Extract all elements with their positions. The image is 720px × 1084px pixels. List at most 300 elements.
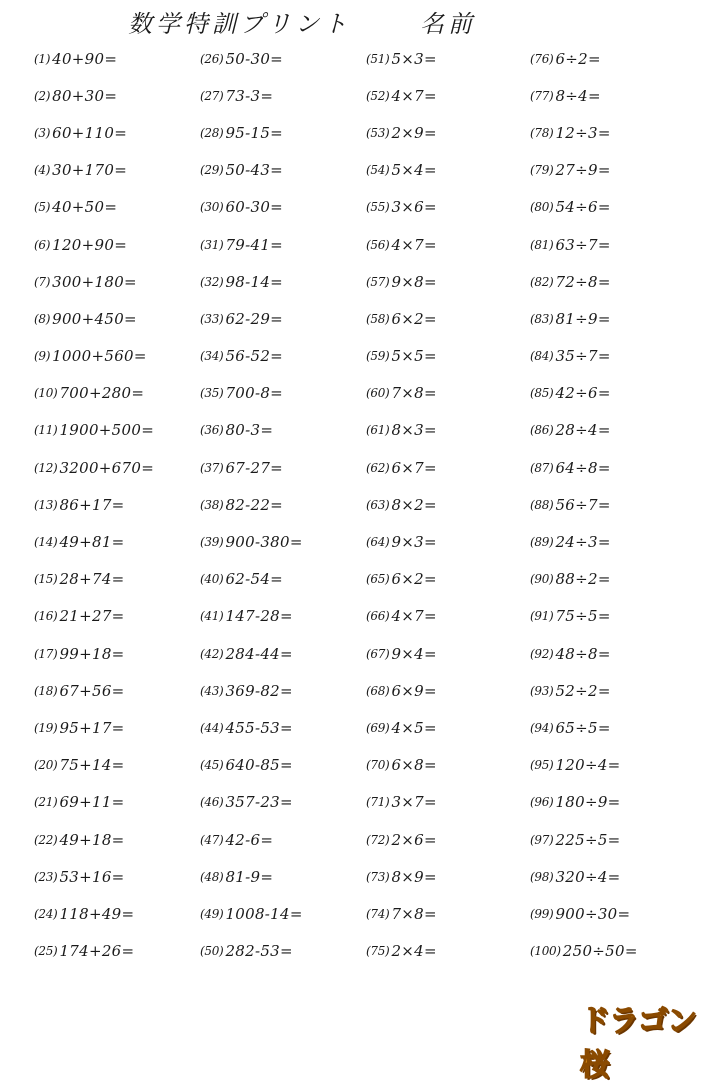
problem-number: (78) [530, 125, 554, 140]
problem-expression: 1000+560= [52, 347, 147, 366]
problem-item [530, 895, 694, 932]
problem-expression: 8×3= [391, 421, 437, 440]
logo-text: ドラゴン桜 [580, 1004, 696, 1083]
problem-number: (70) [366, 758, 390, 773]
problem-item [34, 375, 200, 412]
problem-expression: 180÷9= [555, 793, 621, 812]
problem-number: (61) [366, 423, 390, 438]
problem-item [200, 858, 366, 895]
problem-expression: 9×3= [391, 533, 437, 552]
problem-item [530, 486, 694, 523]
problem-number: (15) [34, 572, 58, 587]
problem-expression: 640-85= [225, 756, 293, 775]
problem-expression: 28÷4= [555, 421, 611, 440]
problem-item [530, 300, 694, 337]
problem-expression: 300+180= [52, 272, 137, 291]
problem-expression: 900+450= [52, 309, 137, 328]
problem-item [366, 709, 530, 746]
problem-number: (57) [366, 274, 390, 289]
problem-item [366, 784, 530, 821]
problem-expression: 7×8= [391, 904, 437, 923]
problem-number: (40) [200, 572, 224, 587]
problem-number: (14) [34, 535, 58, 550]
problem-expression: 6×9= [391, 681, 437, 700]
problem-expression: 6×7= [391, 458, 437, 477]
problem-item [200, 114, 366, 151]
problem-item [530, 561, 694, 598]
problem-expression: 67-27= [225, 458, 284, 477]
problem-item [366, 858, 530, 895]
problem-item [34, 486, 200, 523]
problem-item [366, 77, 530, 114]
problem-item [34, 635, 200, 672]
problem-number: (87) [530, 460, 554, 475]
problem-expression: 80-3= [225, 421, 274, 440]
problem-item [366, 486, 530, 523]
problem-item [34, 821, 200, 858]
problem-item [200, 561, 366, 598]
problem-item [366, 189, 530, 226]
problem-item [530, 375, 694, 412]
problem-number: (71) [366, 795, 390, 810]
problem-expression: 3200+670= [59, 458, 155, 477]
problem-item [200, 672, 366, 709]
problem-expression: 900-380= [225, 533, 303, 552]
problem-expression: 3×7= [391, 793, 437, 812]
problem-expression: 86+17= [59, 495, 125, 514]
problem-number: (18) [34, 683, 58, 698]
problem-item [530, 598, 694, 635]
problem-expression: 69+11= [59, 793, 125, 812]
problem-item [530, 338, 694, 375]
problem-expression: 250÷50= [562, 942, 638, 961]
problem-number: (81) [530, 237, 554, 252]
problem-number: (43) [200, 683, 224, 698]
problem-number: (98) [530, 869, 554, 884]
problem-item [34, 933, 200, 970]
problem-item [530, 747, 694, 784]
problem-expression: 357-23= [225, 793, 293, 812]
problem-item [530, 412, 694, 449]
problem-expression: 2×4= [391, 942, 437, 961]
problem-item [34, 152, 200, 189]
problem-expression: 4×7= [391, 235, 437, 254]
problem-item [200, 189, 366, 226]
problem-number: (94) [530, 720, 554, 735]
problem-item [530, 449, 694, 486]
problem-expression: 120÷4= [555, 756, 621, 775]
problem-number: (85) [530, 386, 554, 401]
problem-expression: 27÷9= [555, 161, 611, 180]
problem-number: (11) [34, 423, 58, 438]
problem-expression: 42-6= [225, 830, 274, 849]
problem-number: (46) [200, 795, 224, 810]
problem-number: (52) [366, 88, 390, 103]
problem-item [530, 77, 694, 114]
problem-expression: 4×7= [391, 86, 437, 105]
problem-expression: 42÷6= [555, 384, 611, 403]
problem-number: (68) [366, 683, 390, 698]
problem-expression: 56-52= [225, 347, 284, 366]
problem-expression: 80+30= [52, 86, 118, 105]
problem-number: (29) [200, 163, 224, 178]
problem-item [366, 40, 530, 77]
problem-item [530, 40, 694, 77]
problem-item [34, 784, 200, 821]
problem-number: (12) [34, 460, 58, 475]
problem-expression: 98-14= [225, 272, 284, 291]
problem-number: (74) [366, 906, 390, 921]
problem-item [366, 933, 530, 970]
problem-item [366, 821, 530, 858]
problem-number: (60) [366, 386, 390, 401]
problem-item [34, 895, 200, 932]
problem-number: (90) [530, 572, 554, 587]
problem-item [34, 114, 200, 151]
problem-number: (53) [366, 125, 390, 140]
problem-item [530, 933, 694, 970]
problem-number: (30) [200, 200, 224, 215]
problem-expression: 1900+500= [59, 421, 155, 440]
problem-item [530, 821, 694, 858]
problem-item [366, 895, 530, 932]
problem-number: (89) [530, 535, 554, 550]
problem-item [200, 263, 366, 300]
problem-number: (72) [366, 832, 390, 847]
problem-expression: 9×4= [391, 644, 437, 663]
problem-item [200, 77, 366, 114]
problem-expression: 35÷7= [555, 347, 611, 366]
problem-expression: 60+110= [52, 123, 128, 142]
problem-item [34, 338, 200, 375]
problem-number: (92) [530, 646, 554, 661]
problem-item [530, 784, 694, 821]
problem-item [200, 449, 366, 486]
problem-number: (100) [530, 944, 561, 959]
problem-item [366, 635, 530, 672]
problem-expression: 2×6= [391, 830, 437, 849]
problem-item [366, 449, 530, 486]
problem-item [366, 412, 530, 449]
problem-expression: 320÷4= [555, 867, 621, 886]
problem-number: (77) [530, 88, 554, 103]
problem-item [366, 375, 530, 412]
problem-item [366, 747, 530, 784]
problem-expression: 40+50= [52, 198, 118, 217]
problem-item [34, 709, 200, 746]
problem-expression: 8÷4= [555, 86, 601, 105]
problem-number: (45) [200, 758, 224, 773]
problem-expression: 6×2= [391, 570, 437, 589]
problem-item [366, 226, 530, 263]
problem-number: (2) [34, 88, 51, 103]
problem-expression: 5×3= [391, 49, 437, 68]
problem-expression: 95-15= [225, 123, 284, 142]
problem-expression: 75+14= [59, 756, 125, 775]
problem-expression: 88÷2= [555, 570, 611, 589]
problem-number: (51) [366, 51, 390, 66]
problem-item [34, 412, 200, 449]
problem-number: (93) [530, 683, 554, 698]
problem-item [366, 523, 530, 560]
problem-item [200, 300, 366, 337]
problem-expression: 48÷8= [555, 644, 611, 663]
problem-number: (65) [366, 572, 390, 587]
problem-item [366, 672, 530, 709]
problem-number: (69) [366, 720, 390, 735]
problem-item [200, 152, 366, 189]
problem-expression: 174+26= [59, 942, 135, 961]
problem-expression: 2×9= [391, 123, 437, 142]
problem-expression: 82-22= [225, 495, 284, 514]
problem-expression: 4×5= [391, 718, 437, 737]
problem-number: (96) [530, 795, 554, 810]
problem-number: (49) [200, 906, 224, 921]
problem-item [200, 40, 366, 77]
problem-number: (34) [200, 349, 224, 364]
problem-number: (21) [34, 795, 58, 810]
problem-item [34, 77, 200, 114]
problem-item [200, 375, 366, 412]
problem-item [200, 486, 366, 523]
problem-number: (88) [530, 497, 554, 512]
problem-expression: 28+74= [59, 570, 125, 589]
problem-expression: 40+90= [52, 49, 118, 68]
problem-number: (63) [366, 497, 390, 512]
problem-expression: 369-82= [225, 681, 293, 700]
problem-expression: 118+49= [59, 904, 135, 923]
problem-number: (79) [530, 163, 554, 178]
problem-expression: 6×2= [391, 309, 437, 328]
problem-expression: 50-43= [225, 161, 284, 180]
problem-number: (59) [366, 349, 390, 364]
problem-expression: 75÷5= [555, 607, 611, 626]
problem-item [530, 709, 694, 746]
problem-number: (5) [34, 200, 51, 215]
problem-number: (54) [366, 163, 390, 178]
problem-item [34, 449, 200, 486]
problem-expression: 81÷9= [555, 309, 611, 328]
problem-item [530, 523, 694, 560]
problem-number: (19) [34, 720, 58, 735]
problem-number: (33) [200, 311, 224, 326]
problem-item [200, 784, 366, 821]
problem-item [200, 895, 366, 932]
problem-number: (55) [366, 200, 390, 215]
problem-expression: 62-29= [225, 309, 284, 328]
problem-item [366, 598, 530, 635]
problem-number: (48) [200, 869, 224, 884]
problem-number: (24) [34, 906, 58, 921]
problem-item [34, 263, 200, 300]
problem-item [34, 189, 200, 226]
problem-expression: 225÷5= [555, 830, 621, 849]
problem-number: (22) [34, 832, 58, 847]
name-label: 名前 [420, 10, 476, 38]
problem-expression: 62-54= [225, 570, 284, 589]
problem-item [530, 114, 694, 151]
problem-expression: 282-53= [225, 942, 293, 961]
problem-number: (84) [530, 349, 554, 364]
problem-number: (38) [200, 497, 224, 512]
problem-number: (23) [34, 869, 58, 884]
problem-item [366, 152, 530, 189]
problem-expression: 3×6= [391, 198, 437, 217]
problem-number: (42) [200, 646, 224, 661]
problem-item [200, 933, 366, 970]
problem-item [200, 821, 366, 858]
problem-number: (76) [530, 51, 554, 66]
problem-number: (58) [366, 311, 390, 326]
problem-number: (28) [200, 125, 224, 140]
problem-item [200, 412, 366, 449]
problem-number: (6) [34, 237, 51, 252]
problem-number: (26) [200, 51, 224, 66]
problem-item [530, 672, 694, 709]
problem-number: (8) [34, 311, 51, 326]
problem-item [200, 709, 366, 746]
problem-expression: 24÷3= [555, 533, 611, 552]
problem-expression: 60-30= [225, 198, 284, 217]
problem-number: (80) [530, 200, 554, 215]
problem-expression: 9×8= [391, 272, 437, 291]
problem-number: (32) [200, 274, 224, 289]
problem-item [200, 747, 366, 784]
problem-expression: 99+18= [59, 644, 125, 663]
problem-number: (66) [366, 609, 390, 624]
problem-number: (27) [200, 88, 224, 103]
problem-number: (25) [34, 944, 58, 959]
problem-number: (36) [200, 423, 224, 438]
problem-item [200, 338, 366, 375]
problem-expression: 120+90= [52, 235, 128, 254]
problem-expression: 21+27= [59, 607, 125, 626]
problem-expression: 64÷8= [555, 458, 611, 477]
problem-number: (47) [200, 832, 224, 847]
problem-item [366, 300, 530, 337]
problem-number: (97) [530, 832, 554, 847]
problem-expression: 49+18= [59, 830, 125, 849]
problem-number: (20) [34, 758, 58, 773]
problem-number: (67) [366, 646, 390, 661]
problem-item [34, 226, 200, 263]
problem-number: (50) [200, 944, 224, 959]
problem-item [530, 263, 694, 300]
problem-item [366, 338, 530, 375]
problem-item [530, 226, 694, 263]
problem-number: (64) [366, 535, 390, 550]
problem-item [34, 672, 200, 709]
problem-expression: 56÷7= [555, 495, 611, 514]
problem-number: (35) [200, 386, 224, 401]
problem-expression: 284-44= [225, 644, 293, 663]
problem-expression: 5×5= [391, 347, 437, 366]
worksheet-title: 数学特訓プリント [128, 10, 352, 38]
problem-item [34, 598, 200, 635]
problem-item [530, 858, 694, 895]
problem-number: (86) [530, 423, 554, 438]
problem-number: (3) [34, 125, 51, 140]
problem-expression: 8×2= [391, 495, 437, 514]
problem-number: (99) [530, 906, 554, 921]
problem-expression: 95+17= [59, 718, 125, 737]
problem-expression: 6×8= [391, 756, 437, 775]
problem-expression: 900÷30= [555, 904, 631, 923]
problem-expression: 65÷5= [555, 718, 611, 737]
problem-expression: 67+56= [59, 681, 125, 700]
problem-expression: 52÷2= [555, 681, 611, 700]
problem-expression: 79-41= [225, 235, 284, 254]
problem-expression: 53+16= [59, 867, 125, 886]
problem-expression: 63÷7= [555, 235, 611, 254]
problem-item [530, 635, 694, 672]
problem-number: (9) [34, 349, 51, 364]
problem-expression: 49+81= [59, 533, 125, 552]
problem-expression: 1008-14= [225, 904, 303, 923]
problem-number: (1) [34, 51, 51, 66]
problem-number: (83) [530, 311, 554, 326]
problem-expression: 73-3= [225, 86, 274, 105]
problem-expression: 8×9= [391, 867, 437, 886]
problem-number: (4) [34, 163, 51, 178]
problem-item [200, 635, 366, 672]
problem-item [200, 523, 366, 560]
problem-number: (75) [366, 944, 390, 959]
problem-expression: 700-8= [225, 384, 284, 403]
problem-expression: 12÷3= [555, 123, 611, 142]
problem-expression: 700+280= [59, 384, 145, 403]
problem-expression: 50-30= [225, 49, 284, 68]
problem-expression: 81-9= [225, 867, 274, 886]
problem-item [34, 561, 200, 598]
problem-expression: 147-28= [225, 607, 293, 626]
problem-number: (13) [34, 497, 58, 512]
problem-number: (31) [200, 237, 224, 252]
problem-number: (16) [34, 609, 58, 624]
problem-item [34, 40, 200, 77]
problem-item [530, 152, 694, 189]
problem-number: (10) [34, 386, 58, 401]
problem-item [200, 598, 366, 635]
problem-expression: 54÷6= [555, 198, 611, 217]
problem-number: (7) [34, 274, 51, 289]
problem-number: (41) [200, 609, 224, 624]
problem-number: (62) [366, 460, 390, 475]
problem-grid [34, 40, 694, 970]
problem-item [34, 523, 200, 560]
problem-expression: 7×8= [391, 384, 437, 403]
problem-number: (56) [366, 237, 390, 252]
problem-number: (82) [530, 274, 554, 289]
problem-expression: 455-53= [225, 718, 293, 737]
problem-number: (73) [366, 869, 390, 884]
problem-expression: 72÷8= [555, 272, 611, 291]
problem-number: (44) [200, 720, 224, 735]
worksheet-header [0, 4, 720, 38]
problem-item [34, 858, 200, 895]
problem-item [366, 114, 530, 151]
problem-number: (91) [530, 609, 554, 624]
problem-item [34, 300, 200, 337]
problem-expression: 4×7= [391, 607, 437, 626]
problem-expression: 6÷2= [555, 49, 601, 68]
problem-item [366, 561, 530, 598]
problem-expression: 5×4= [391, 161, 437, 180]
problem-number: (39) [200, 535, 224, 550]
problem-item [34, 747, 200, 784]
dragon-zakura-logo [580, 988, 716, 1083]
problem-number: (17) [34, 646, 58, 661]
